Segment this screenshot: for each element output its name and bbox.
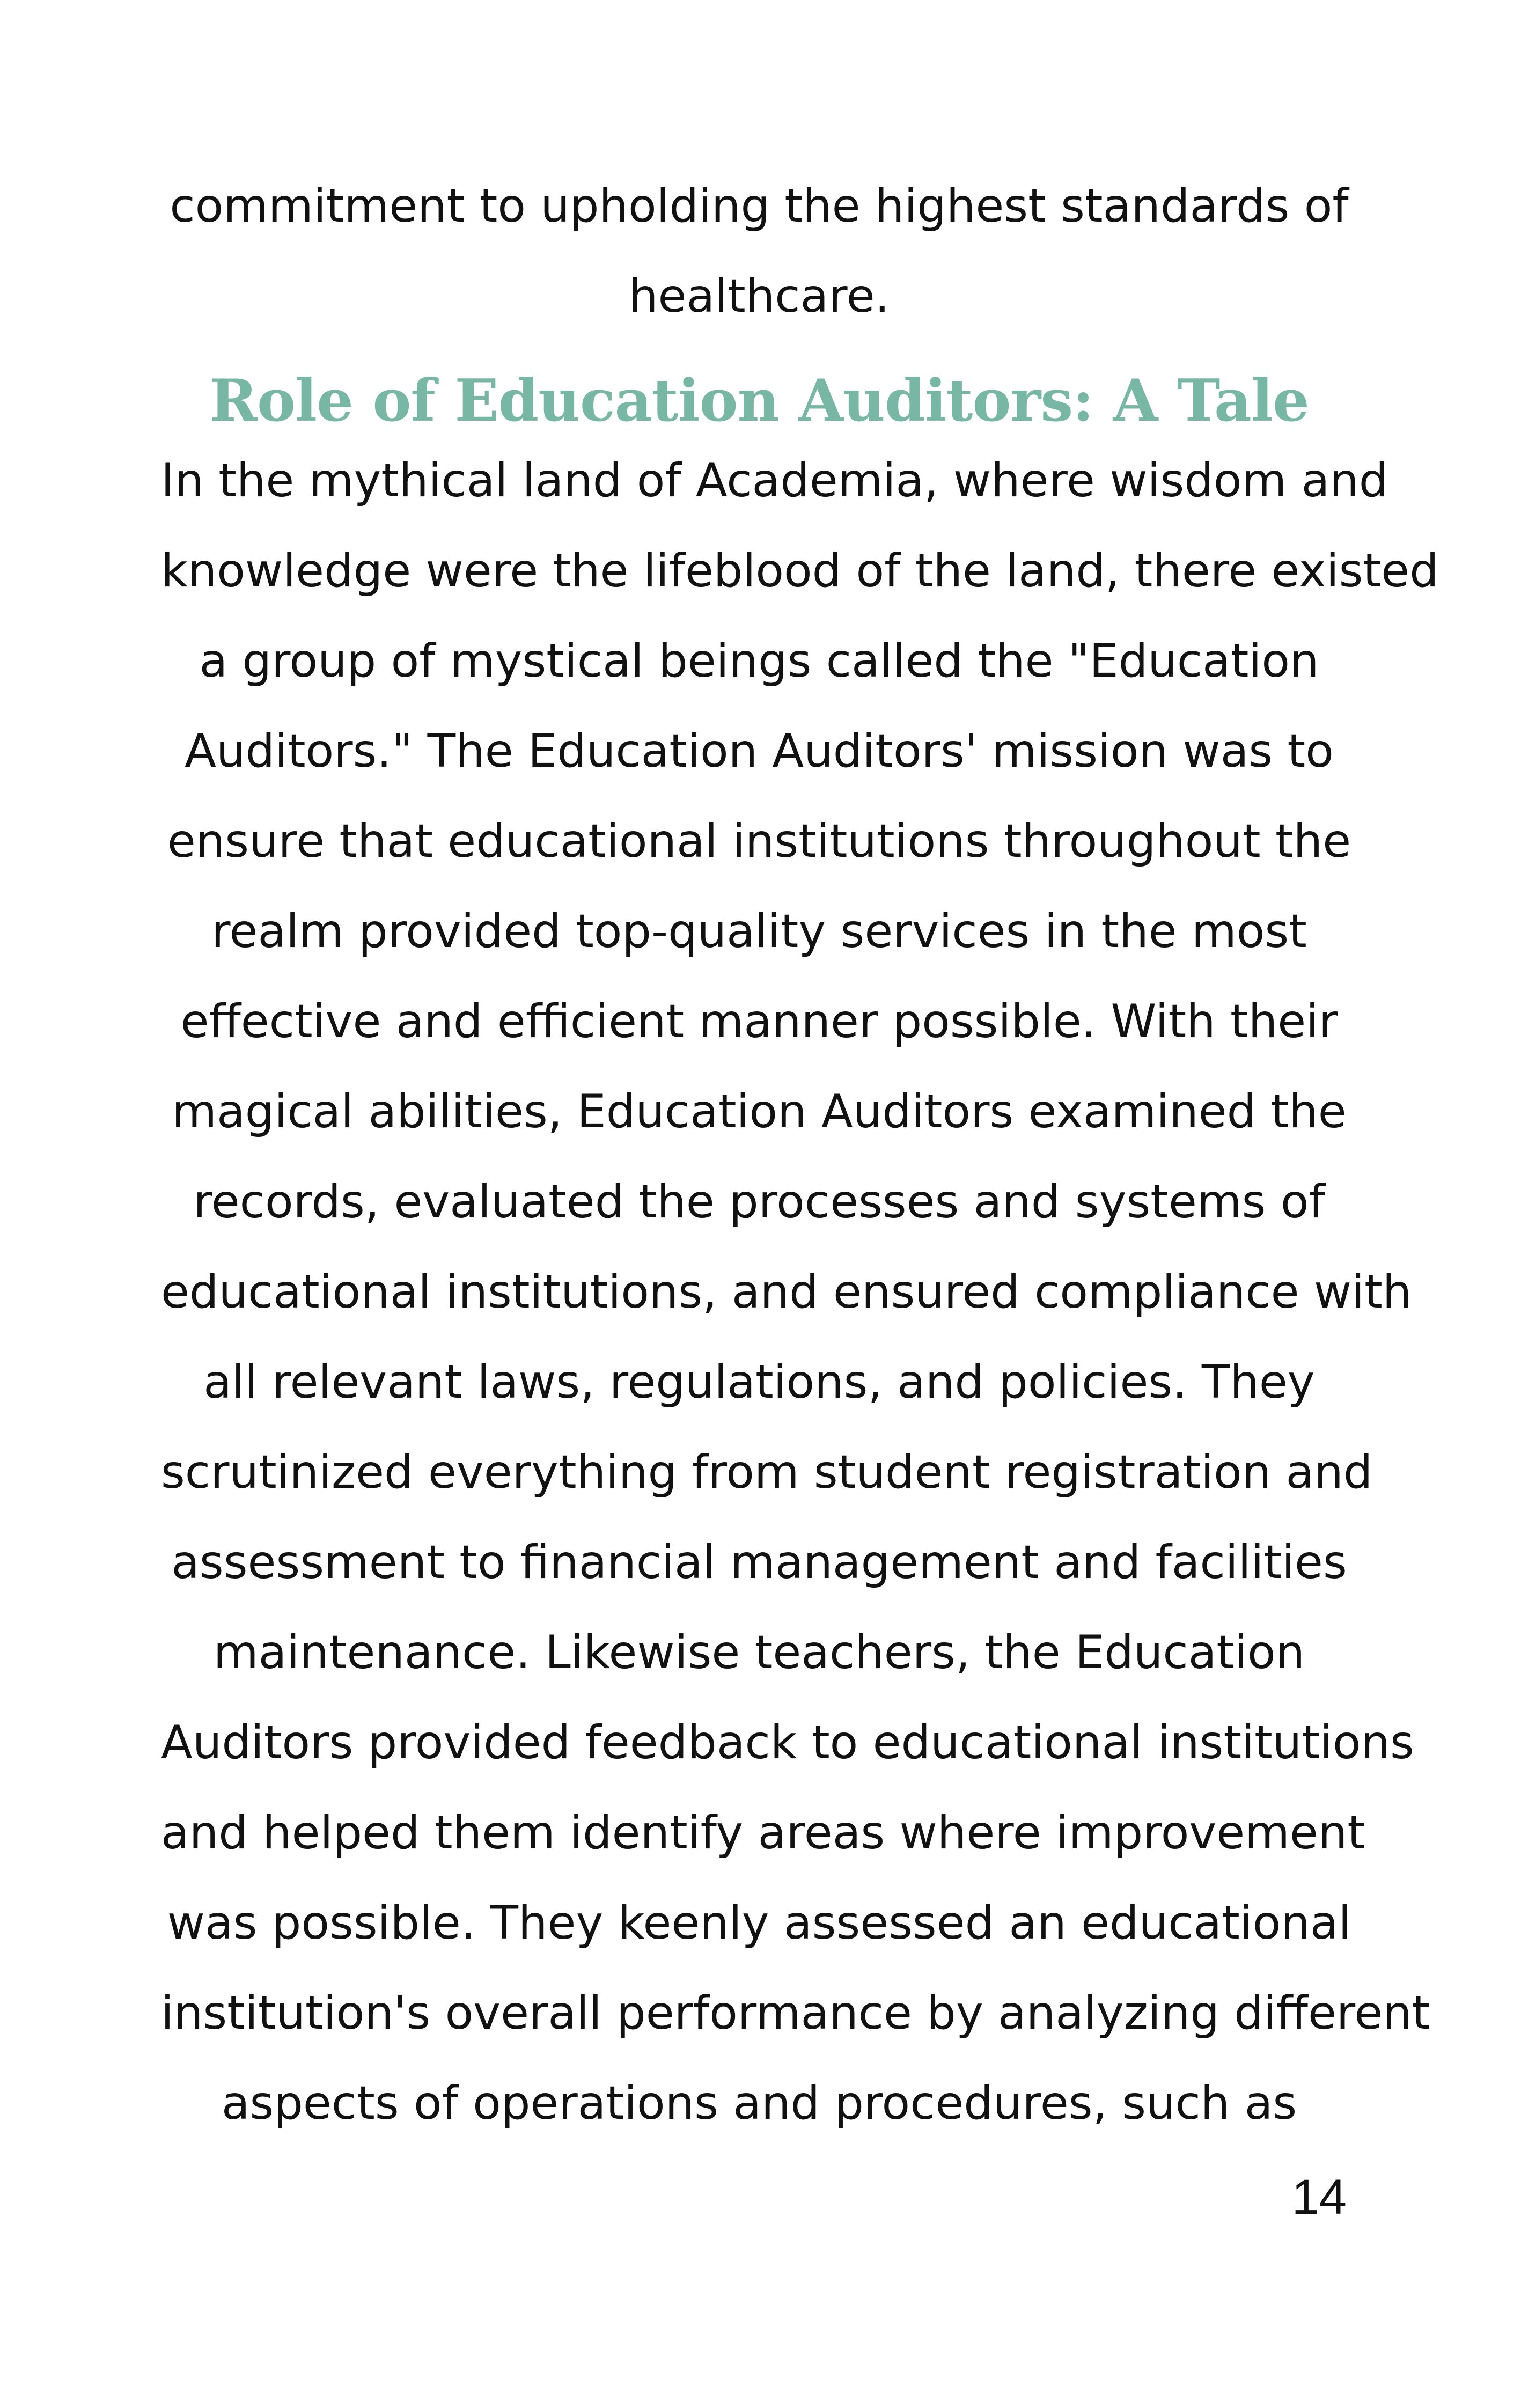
text-line: Auditors provided feedback to educational institutions xyxy=(161,1716,1414,1770)
text-line: was possible. They keenly assessed an educational xyxy=(167,1896,1351,1950)
text-line: scrutinized everything from student registration and xyxy=(161,1445,1373,1499)
text-line: commitment to upholding the highest standards of xyxy=(170,179,1349,233)
text-line: magical abilities, Education Auditors examined the xyxy=(172,1085,1347,1139)
text-line: all relevant laws, regulations, and policies. They xyxy=(203,1355,1315,1409)
text-line: and helped them identify areas where improvement xyxy=(161,1806,1366,1860)
text-line: realm provided top-quality services in the most xyxy=(211,905,1307,958)
text-line: knowledge were the lifeblood of the land, there existed xyxy=(161,544,1439,598)
section-paragraph xyxy=(161,436,1439,2148)
text-line: effective and efficient manner possible. With their xyxy=(180,995,1338,1048)
text-line: institution's overall performance by analyzing different xyxy=(161,1986,1430,2040)
text-line: In the mythical land of Academia, where wisdom and xyxy=(161,454,1388,508)
text-line: healthcare. xyxy=(629,269,890,323)
text-line: educational institutions, and ensured compliance with xyxy=(161,1265,1412,1319)
page-number: 14 xyxy=(1291,2170,1347,2225)
section-heading: Role of Education Auditors: A Tale xyxy=(209,367,1309,435)
text-line: a group of mystical beings called the "Education xyxy=(199,634,1319,688)
text-line: Auditors." The Education Auditors' mission was to xyxy=(185,724,1334,778)
carryover-paragraph xyxy=(161,161,1357,341)
text-line: aspects of operations and procedures, such as xyxy=(221,2076,1297,2130)
text-line: maintenance. Likewise teachers, the Education xyxy=(213,1626,1305,1679)
text-line: records, evaluated the processes and systems of xyxy=(193,1175,1325,1229)
text-line: ensure that educational institutions throughout the xyxy=(167,814,1351,868)
text-line: assessment to financial management and facilities xyxy=(171,1536,1347,1589)
